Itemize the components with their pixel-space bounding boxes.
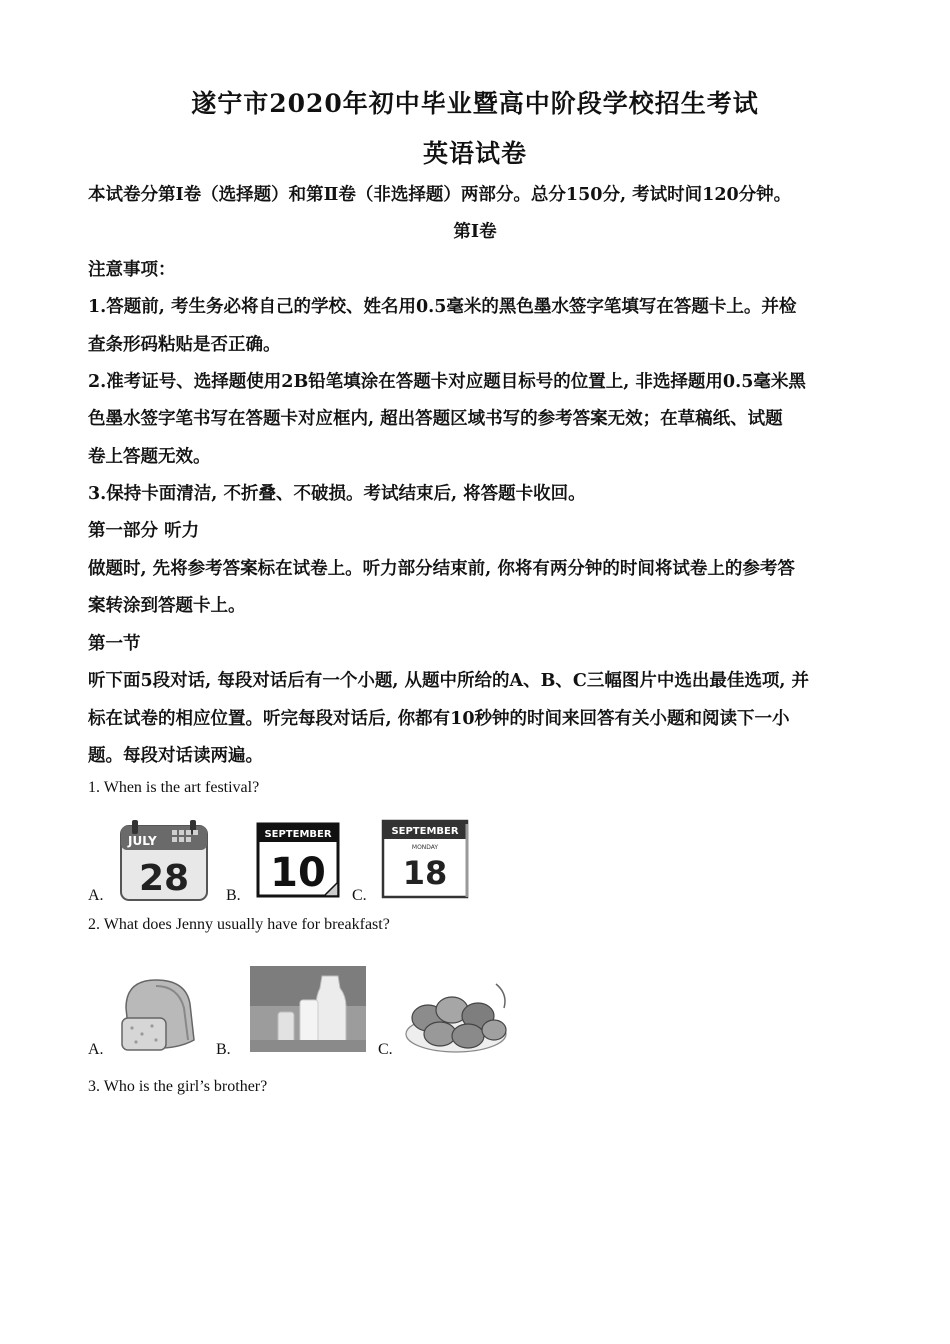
dumplings-icon [404,978,508,1054]
calendar-icon [254,820,342,900]
q2-option-c-label: C. [378,1041,393,1058]
section1-line: 听下面5段对话, 每段对话后有一个小题, 从题中所给的A、B、C三幅图片中选出最佳选项, 并 [88,671,810,691]
calendar-icon [118,818,210,902]
question-2-text: 2. What does Jenny usually have for breakfast? [88,916,390,933]
calendar-weekday: MONDAY [411,844,439,851]
calendar-month: JULY [128,834,157,848]
milk-icon [250,966,366,1052]
q1-option-a-label: A. [88,887,104,904]
part1-line: 案转涂到答题卡上。 [88,596,246,616]
exam-subtitle: 英语试卷 [422,139,527,168]
section1-line: 标在试卷的相应位置。听完每段对话后, 你都有10秒钟的时间来回答有关小题和阅读下一小 [88,709,790,729]
notice-line: 色墨水签字笔书写在答题卡对应框内, 超出答题区域书写的参考答案无效；在草稿纸、试题 [88,409,783,429]
notice-line: 卷上答题无效。 [88,447,211,467]
calendar-day: 10 [270,850,326,896]
calendar-month: SEPTEMBER [264,829,332,840]
q2-option-a-label: A. [88,1041,104,1058]
notice-heading: 注意事项： [88,260,176,280]
section1-heading: 第一节 [88,634,141,654]
notice-line: 1.答题前, 考生务必将自己的学校、姓名用0.5毫米的黑色墨水签字笔填写在答题卡上。并检 [88,297,797,317]
notice-line: 2.准考证号、选择题使用2B铅笔填涂在答题卡对应题目标号的位置上, 非选择题用0.5毫米黑 [88,372,806,392]
part1-heading: 第一部分 听力 [88,521,200,541]
intro-text: 本试卷分第Ⅰ卷（选择题）和第Ⅱ卷（非选择题）两部分。总分150分, 考试时间120分钟。 [88,185,792,205]
notice-line: 查条形码粘贴是否正确。 [88,335,281,355]
q1-option-b-label: B. [226,887,241,904]
calendar-month: SEPTEMBER [391,826,459,837]
notice-line: 3.保持卡面清洁, 不折叠、不破损。考试结束后, 将答题卡收回。 [88,484,586,504]
question-1-text: 1. When is the art festival? [88,779,260,796]
q1-option-c-label: C. [352,887,367,904]
calendar-day: 18 [402,854,448,892]
exam-title: 遂宁市2020年初中毕业暨高中阶段学校招生考试 [191,89,759,118]
q2-option-b-label: B. [216,1041,231,1058]
part1-line: 做题时, 先将参考答案标在试卷上。听力部分结束前, 你将有两分钟的时间将试卷上的参考答 [88,559,795,579]
bread-icon [116,974,204,1054]
section1-line: 题。每段对话读两遍。 [88,746,263,766]
question-3-text: 3. Who is the girl’s brother? [88,1078,268,1095]
calendar-icon [380,818,470,900]
volume-heading: 第Ⅰ卷 [453,222,497,242]
calendar-day: 28 [138,858,190,899]
